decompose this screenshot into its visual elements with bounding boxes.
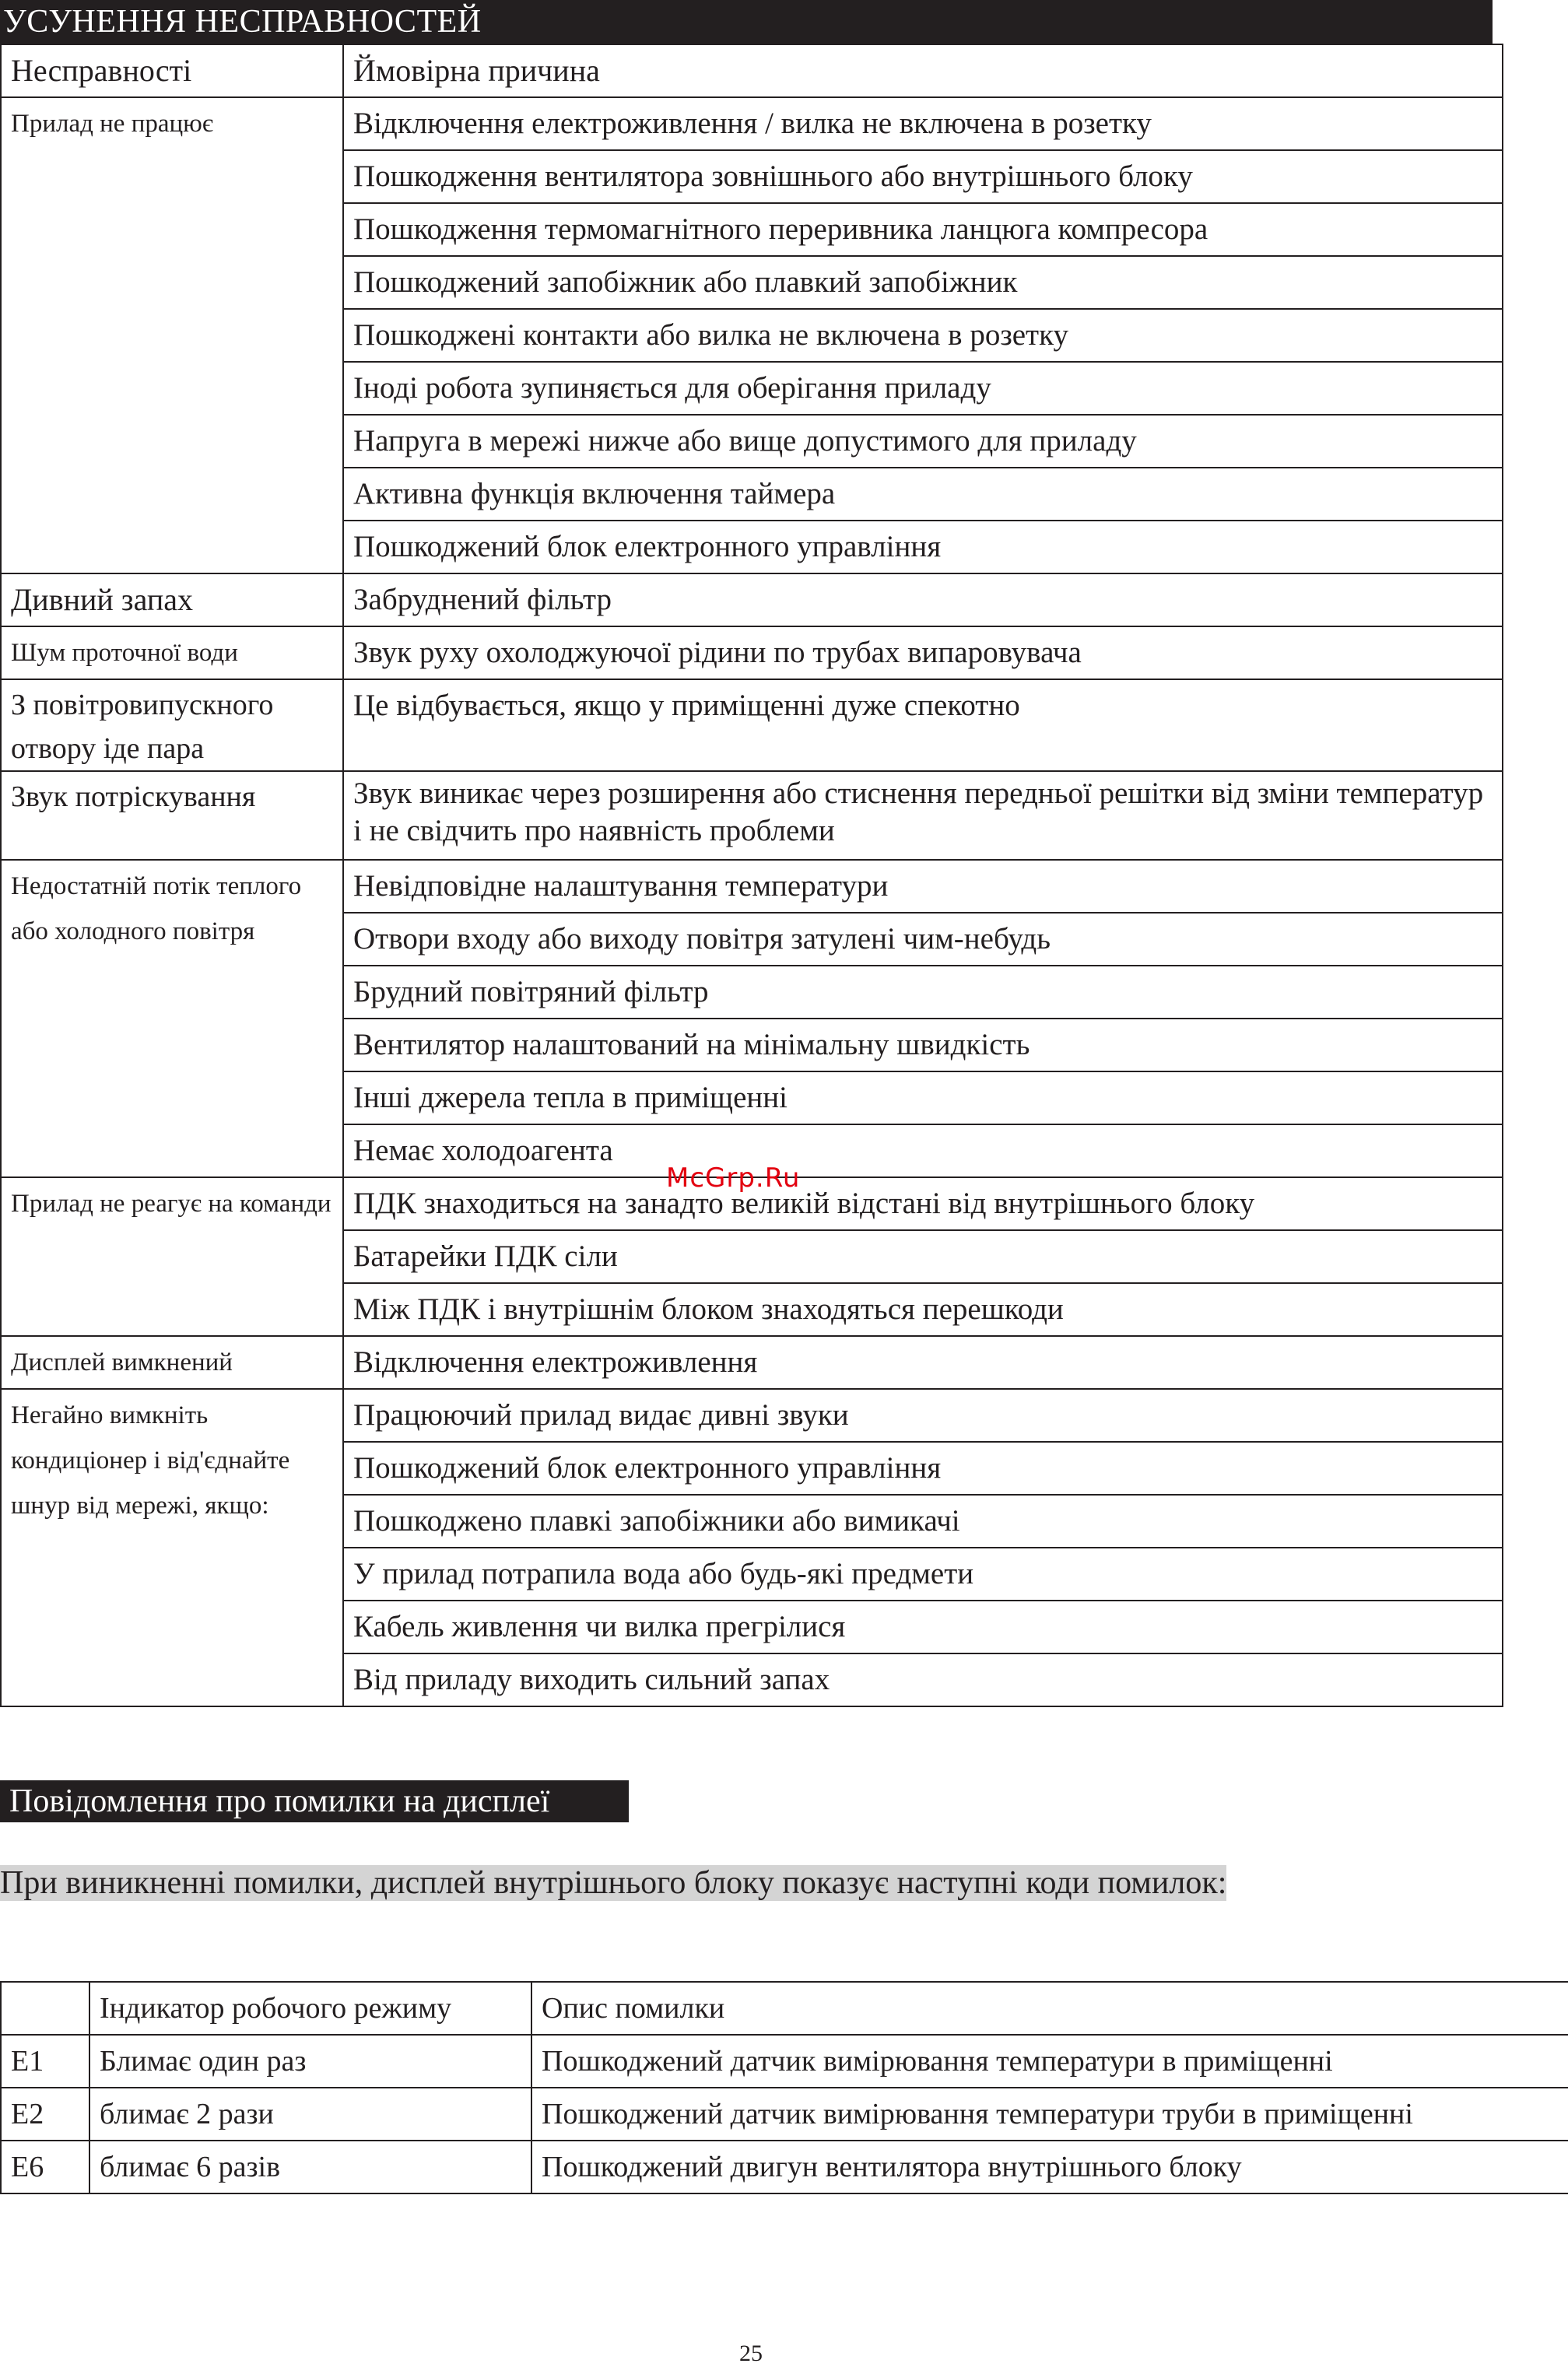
error-description: Пошкоджений датчик вимірювання температури в приміщенні — [531, 2035, 1568, 2088]
table-row — [1, 771, 1503, 860]
cause-cell: Інші джерела тепла в приміщенні — [343, 1071, 1503, 1124]
cause-cell: Пошкоджені контакти або вилка не включена в розетку — [343, 309, 1503, 362]
cause-cell: Пошкодження вентилятора зовнішнього або внутрішнього блоку — [343, 150, 1503, 203]
cause-cell: ПДК знаходиться на занадто великій відстані від внутрішнього блоку — [343, 1177, 1503, 1230]
table-row — [1, 2035, 1568, 2088]
cause-cell: Іноді робота зупиняється для оберігання приладу — [343, 362, 1503, 415]
watermark: McGrp.Ru — [666, 1162, 801, 1194]
cause-cell: Отвори входу або виходу повітря затулені чим-небудь — [343, 913, 1503, 966]
fault-cell: Негайно вимкніть кондиціонер і від'єднайте шнур від мережі, якщо: — [1, 1389, 343, 1706]
error-description: Пошкоджений датчик вимірювання температури труби в приміщенні — [531, 2088, 1568, 2141]
errors-section-title: Повідомлення про помилки на дисплеї — [0, 1780, 629, 1822]
cause-cell: Працюючий прилад видає дивні звуки — [343, 1389, 1503, 1442]
fault-cell: Недостатній потік теплого або холодного повітря — [1, 860, 343, 1177]
cause-cell: Напруга в мережі нижче або вище допустимого для приладу — [343, 415, 1503, 468]
page-title: УСУНЕННЯ НЕСПРАВНОСТЕЙ — [0, 0, 1493, 44]
cause-cell: Вентилятор налаштований на мінімальну швидкість — [343, 1019, 1503, 1071]
fault-cell: Звук потріскування — [1, 771, 343, 860]
table-row — [1, 573, 1503, 626]
fault-cell: З повітровипускного отвору іде пара — [1, 679, 343, 771]
cause-cell: Немає холодоагента — [343, 1124, 1503, 1177]
cause-cell: Невідповідне налаштування температури — [343, 860, 1503, 913]
error-description: Пошкоджений двигун вентилятора внутрішнього блоку — [531, 2141, 1568, 2193]
table-row — [1, 2141, 1568, 2193]
error-code: E1 — [1, 2035, 89, 2088]
table-row — [1, 1389, 1503, 1442]
error-code: E6 — [1, 2141, 89, 2193]
fault-cell: Шум проточної води — [1, 626, 343, 679]
cause-cell: Батарейки ПДК сіли — [343, 1230, 1503, 1283]
table-row — [1, 1336, 1503, 1389]
cause-cell: Пошкодження термомагнітного переривника ланцюга компресора — [343, 203, 1503, 256]
cause-cell: Звук руху охолоджуючої рідини по трубах випаровувача — [343, 626, 1503, 679]
error-indicator: блимає 2 рази — [89, 2088, 531, 2141]
fault-cell: Прилад не працює — [1, 97, 343, 573]
header-cause: Ймовірна причина — [343, 44, 1503, 97]
cause-cell: Відключення електроживлення / вилка не включена в розетку — [343, 97, 1503, 150]
cause-cell: Пошкоджено плавкі запобіжники або вимикачі — [343, 1495, 1503, 1548]
cause-cell: Пошкоджений блок електронного управління — [343, 1442, 1503, 1495]
cause-cell: Брудний повітряний фільтр — [343, 966, 1503, 1019]
fault-cell: Дивний запах — [1, 573, 343, 626]
error-indicator: блимає 6 разів — [89, 2141, 531, 2193]
table-row — [1, 626, 1503, 679]
cause-cell: Між ПДК і внутрішнім блоком знаходяться перешкоди — [343, 1283, 1503, 1336]
table-row — [1, 679, 1503, 771]
cause-cell: Активна функція включення таймера — [343, 468, 1503, 521]
cause-cell: Пошкоджений запобіжник або плавкий запобіжник — [343, 256, 1503, 309]
header-description: Опис помилки — [531, 1982, 1568, 2035]
table-row — [1, 860, 1503, 913]
header-code — [1, 1982, 89, 2035]
cause-cell: Від приладу виходить сильний запах — [343, 1653, 1503, 1706]
cause-cell: Забруднений фільтр — [343, 573, 1503, 626]
table-header-row — [1, 44, 1503, 97]
cause-cell: Кабель живлення чи вилка прегрілися — [343, 1601, 1503, 1653]
page-number: 25 — [739, 2341, 763, 2366]
error-code: E2 — [1, 2088, 89, 2141]
fault-cell: Прилад не реагує на команди — [1, 1177, 343, 1336]
fault-cell: Дисплей вимкнений — [1, 1336, 343, 1389]
cause-cell: Пошкоджений блок електронного управління — [343, 521, 1503, 573]
cause-cell: Відключення електроживлення — [343, 1336, 1503, 1389]
error-codes-table — [0, 1981, 1568, 2194]
troubleshooting-table — [0, 44, 1503, 1707]
error-indicator: Блимає один раз — [89, 2035, 531, 2088]
table-header-row — [1, 1982, 1568, 2035]
errors-intro — [0, 1864, 1254, 1902]
header-indicator: Індикатор робочого режиму — [89, 1982, 531, 2035]
cause-cell: У прилад потрапила вода або будь-які предмети — [343, 1548, 1503, 1601]
header-fault: Несправності — [1, 44, 343, 97]
cause-cell: Звук виникає через розширення або стиснення передньої решітки від зміни температур і не свідчить про наявність проблеми — [343, 771, 1503, 860]
table-row — [1, 2088, 1568, 2141]
errors-intro-text: При виникненні помилки, дисплей внутрішнього блоку показує наступні коди помилок: — [0, 1865, 1227, 1901]
table-row — [1, 97, 1503, 150]
cause-cell: Це відбувається, якщо у приміщенні дуже спекотно — [343, 679, 1503, 771]
